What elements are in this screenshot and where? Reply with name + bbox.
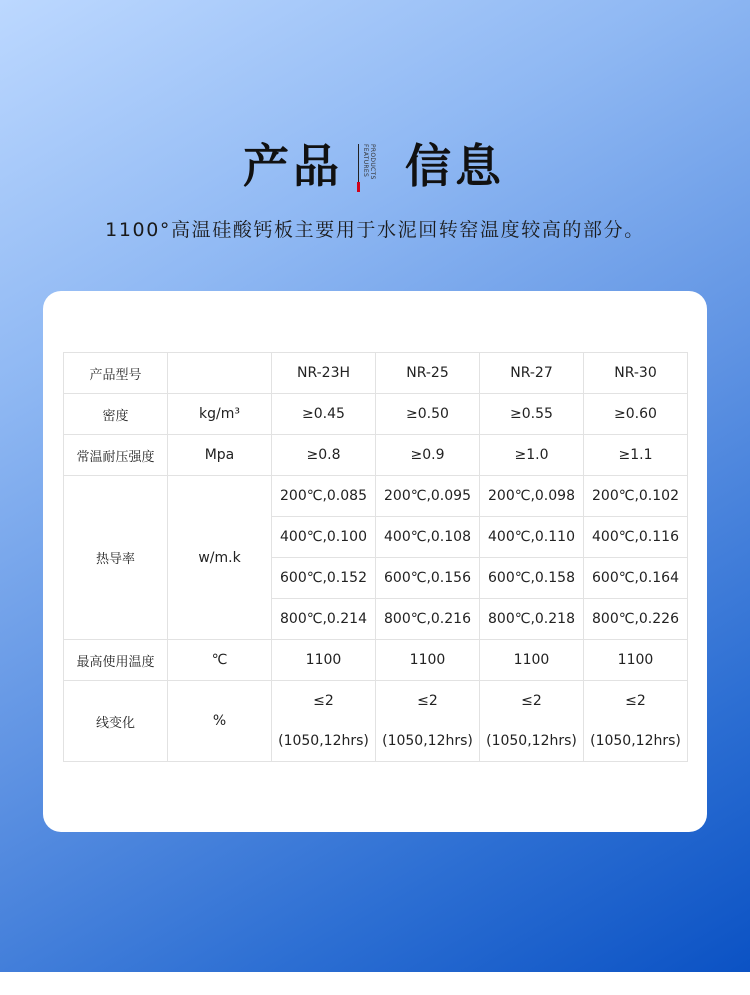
condition-cell: (1050,12hrs) xyxy=(480,721,584,762)
badge-text-features: FEATURES xyxy=(362,144,369,178)
row-label-strength: 常温耐压强度 xyxy=(64,435,168,476)
value-cell: 800℃,0.214 xyxy=(272,599,376,640)
value-cell: ≥0.55 xyxy=(480,394,584,435)
value-cell: 200℃,0.098 xyxy=(480,476,584,517)
row-label-model: 产品型号 xyxy=(64,353,168,394)
value-cell: 800℃,0.226 xyxy=(584,599,688,640)
value-cell: 600℃,0.156 xyxy=(376,558,480,599)
row-label-conductivity: 热导率 xyxy=(64,476,168,640)
value-cell: 600℃,0.152 xyxy=(272,558,376,599)
value-cell: 1100 xyxy=(272,640,376,681)
value-cell: 400℃,0.108 xyxy=(376,517,480,558)
row-label-max-temp: 最高使用温度 xyxy=(64,640,168,681)
value-cell: ≥0.8 xyxy=(272,435,376,476)
row-label-linear-change: 线变化 xyxy=(64,681,168,762)
value-cell: 800℃,0.216 xyxy=(376,599,480,640)
value-cell: 600℃,0.164 xyxy=(584,558,688,599)
value-cell: 800℃,0.218 xyxy=(480,599,584,640)
subtitle: 1100°高温硅酸钙板主要用于水泥回转窑温度较高的部分。 xyxy=(105,219,645,241)
spec-card xyxy=(43,291,707,832)
value-cell: 400℃,0.100 xyxy=(272,517,376,558)
condition-cell: (1050,12hrs) xyxy=(272,721,376,762)
model-name: NR-25 xyxy=(376,353,480,394)
unit-cell: % xyxy=(168,681,272,762)
value-cell: ≤2 xyxy=(272,681,376,722)
value-cell: 1100 xyxy=(376,640,480,681)
table-row-header xyxy=(64,353,688,394)
value-cell: 200℃,0.102 xyxy=(584,476,688,517)
value-cell: ≤2 xyxy=(480,681,584,722)
row-label-density: 密度 xyxy=(64,394,168,435)
value-cell: ≤2 xyxy=(376,681,480,722)
section-heading xyxy=(0,138,750,198)
table-row-linear-change xyxy=(64,681,688,722)
table-row-density xyxy=(64,394,688,435)
title-right: 信息 xyxy=(405,139,505,193)
value-cell: ≥1.1 xyxy=(584,435,688,476)
model-name: NR-23H xyxy=(272,353,376,394)
table-row-strength xyxy=(64,435,688,476)
value-cell: ≥0.60 xyxy=(584,394,688,435)
value-cell: 1100 xyxy=(584,640,688,681)
value-cell: 200℃,0.085 xyxy=(272,476,376,517)
table-row-max-temp xyxy=(64,640,688,681)
condition-cell: (1050,12hrs) xyxy=(376,721,480,762)
value-cell: 600℃,0.158 xyxy=(480,558,584,599)
badge-accent-mark xyxy=(357,182,360,192)
unit-cell: Mpa xyxy=(168,435,272,476)
value-cell: ≥0.9 xyxy=(376,435,480,476)
value-cell: ≤2 xyxy=(584,681,688,722)
model-name: NR-27 xyxy=(480,353,584,394)
value-cell: 200℃,0.095 xyxy=(376,476,480,517)
condition-cell: (1050,12hrs) xyxy=(584,721,688,762)
unit-cell: w/m.k xyxy=(168,476,272,640)
table-row-conductivity xyxy=(64,476,688,517)
unit-cell: ℃ xyxy=(168,640,272,681)
model-name: NR-30 xyxy=(584,353,688,394)
unit-cell: kg/m³ xyxy=(168,394,272,435)
unit-cell-empty xyxy=(168,353,272,394)
heading-badge xyxy=(356,144,378,192)
value-cell: 1100 xyxy=(480,640,584,681)
value-cell: ≥0.50 xyxy=(376,394,480,435)
value-cell: 400℃,0.110 xyxy=(480,517,584,558)
badge-text-products: PRODUCTS xyxy=(369,144,376,180)
value-cell: ≥0.45 xyxy=(272,394,376,435)
spec-table xyxy=(63,352,688,762)
title-left: 产品 xyxy=(243,139,343,193)
value-cell: ≥1.0 xyxy=(480,435,584,476)
value-cell: 400℃,0.116 xyxy=(584,517,688,558)
